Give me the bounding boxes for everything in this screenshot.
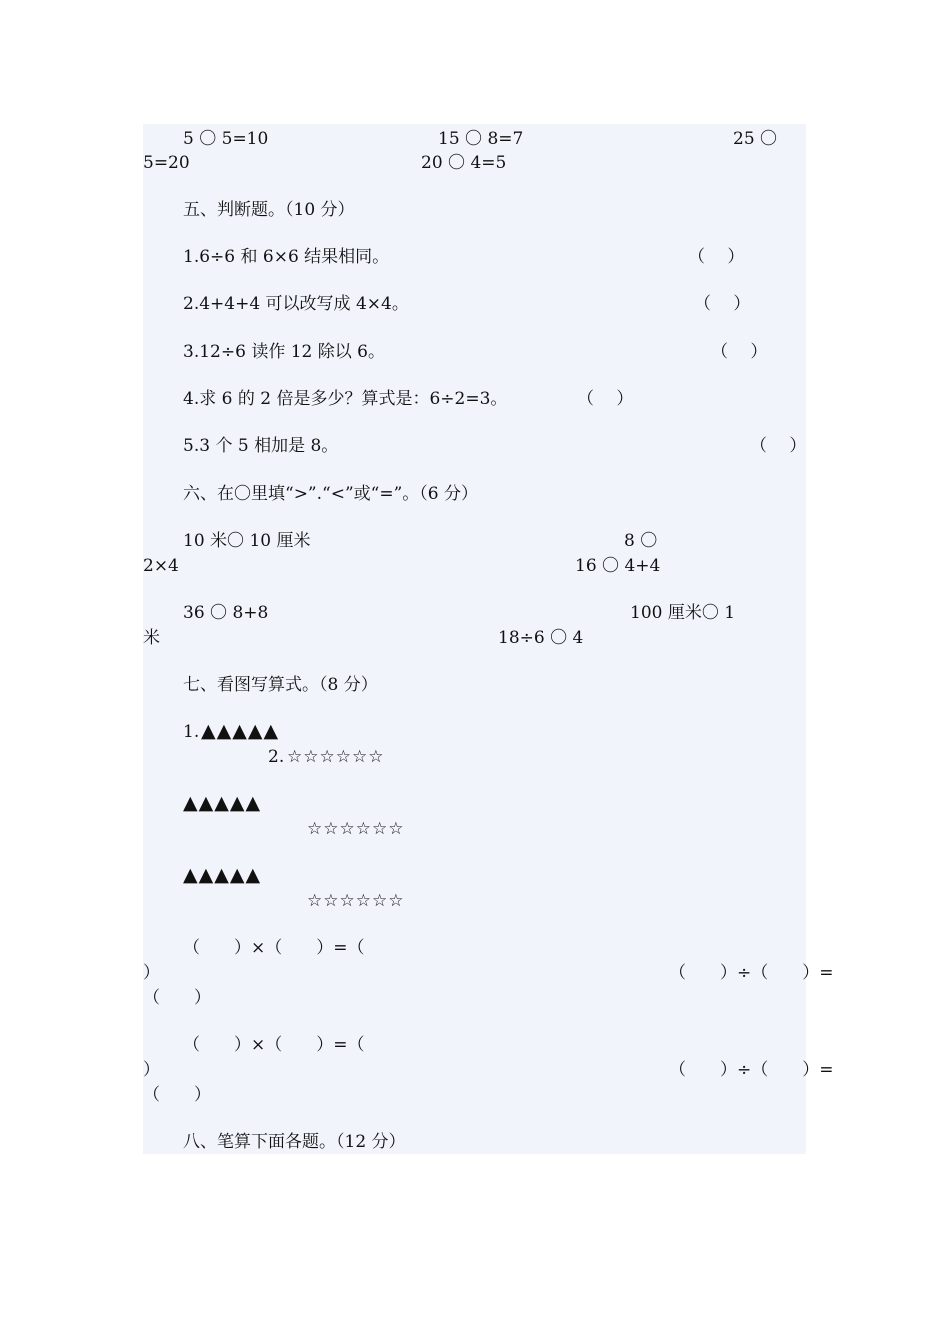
star-row-3: ☆☆☆☆☆☆ <box>307 891 405 911</box>
judge-q2-answer: （ ） <box>694 294 751 314</box>
section-8-title: 八、笔算下面各题。（12 分） <box>183 1132 406 1152</box>
compare-16: 16 〇 4+4 <box>575 556 661 576</box>
expr-20-4: 20 〇 4=5 <box>421 153 507 173</box>
expr-5-5: 5 〇 5=10 <box>183 129 269 149</box>
judge-q5: 5.3 个 5 相加是 8。 <box>183 436 339 456</box>
expr-25: 25 〇 <box>733 129 778 149</box>
mul-equation-1: （ ）×（ ）=（ <box>183 938 365 958</box>
div-equation-2: （ ）÷（ ）= <box>669 1060 834 1080</box>
expr-15-8: 15 〇 8=7 <box>438 129 524 149</box>
star-row-2: ☆☆☆☆☆☆ <box>307 819 405 839</box>
expr-5-20: 5=20 <box>143 153 190 173</box>
judge-q1-answer: （ ） <box>688 247 745 267</box>
triangle-row-2: ▲▲▲▲▲ <box>183 792 262 814</box>
document-panel <box>143 124 806 1154</box>
triangle-row-3: ▲▲▲▲▲ <box>183 864 262 886</box>
compare-meter: 米 <box>143 628 160 648</box>
judge-q3-answer: （ ） <box>711 342 768 362</box>
compare-2x4: 2×4 <box>143 556 179 576</box>
div-equation-2-answer: （ ） <box>143 1085 211 1105</box>
compare-36: 36 〇 8+8 <box>183 603 269 623</box>
judge-q1: 1.6÷6 和 6×6 结果相同。 <box>183 247 390 267</box>
compare-18: 18÷6 〇 4 <box>498 628 584 648</box>
div-equation-1-answer: （ ） <box>143 988 211 1008</box>
picture-2-label: 2. <box>268 747 285 767</box>
picture-1-label: 1. <box>183 722 200 742</box>
div-equation-1: （ ）÷（ ）= <box>669 963 834 983</box>
mul-equation-2-close: ） <box>143 1060 160 1080</box>
judge-q4-answer: （ ） <box>577 389 634 409</box>
star-row-1: ☆☆☆☆☆☆ <box>287 747 385 767</box>
mul-equation-2: （ ）×（ ）=（ <box>183 1035 365 1055</box>
triangle-row-1: ▲▲▲▲▲ <box>201 720 280 742</box>
mul-equation-1-close: ） <box>143 963 160 983</box>
section-6-title: 六、在〇里填“>”.“<”或“=”。（6 分） <box>183 484 479 504</box>
judge-q5-answer: （ ） <box>750 436 807 456</box>
compare-100cm: 100 厘米〇 1 <box>630 603 736 623</box>
section-5-title: 五、判断题。（10 分） <box>183 200 355 220</box>
compare-8: 8 〇 <box>624 531 658 551</box>
section-7-title: 七、看图写算式。（8 分） <box>183 675 378 695</box>
compare-10m: 10 米〇 10 厘米 <box>183 531 311 551</box>
judge-q3: 3.12÷6 读作 12 除以 6。 <box>183 342 385 362</box>
judge-q2: 2.4+4+4 可以改写成 4×4。 <box>183 294 409 314</box>
judge-q4: 4.求 6 的 2 倍是多少？算式是：6÷2=3。 <box>183 389 508 409</box>
